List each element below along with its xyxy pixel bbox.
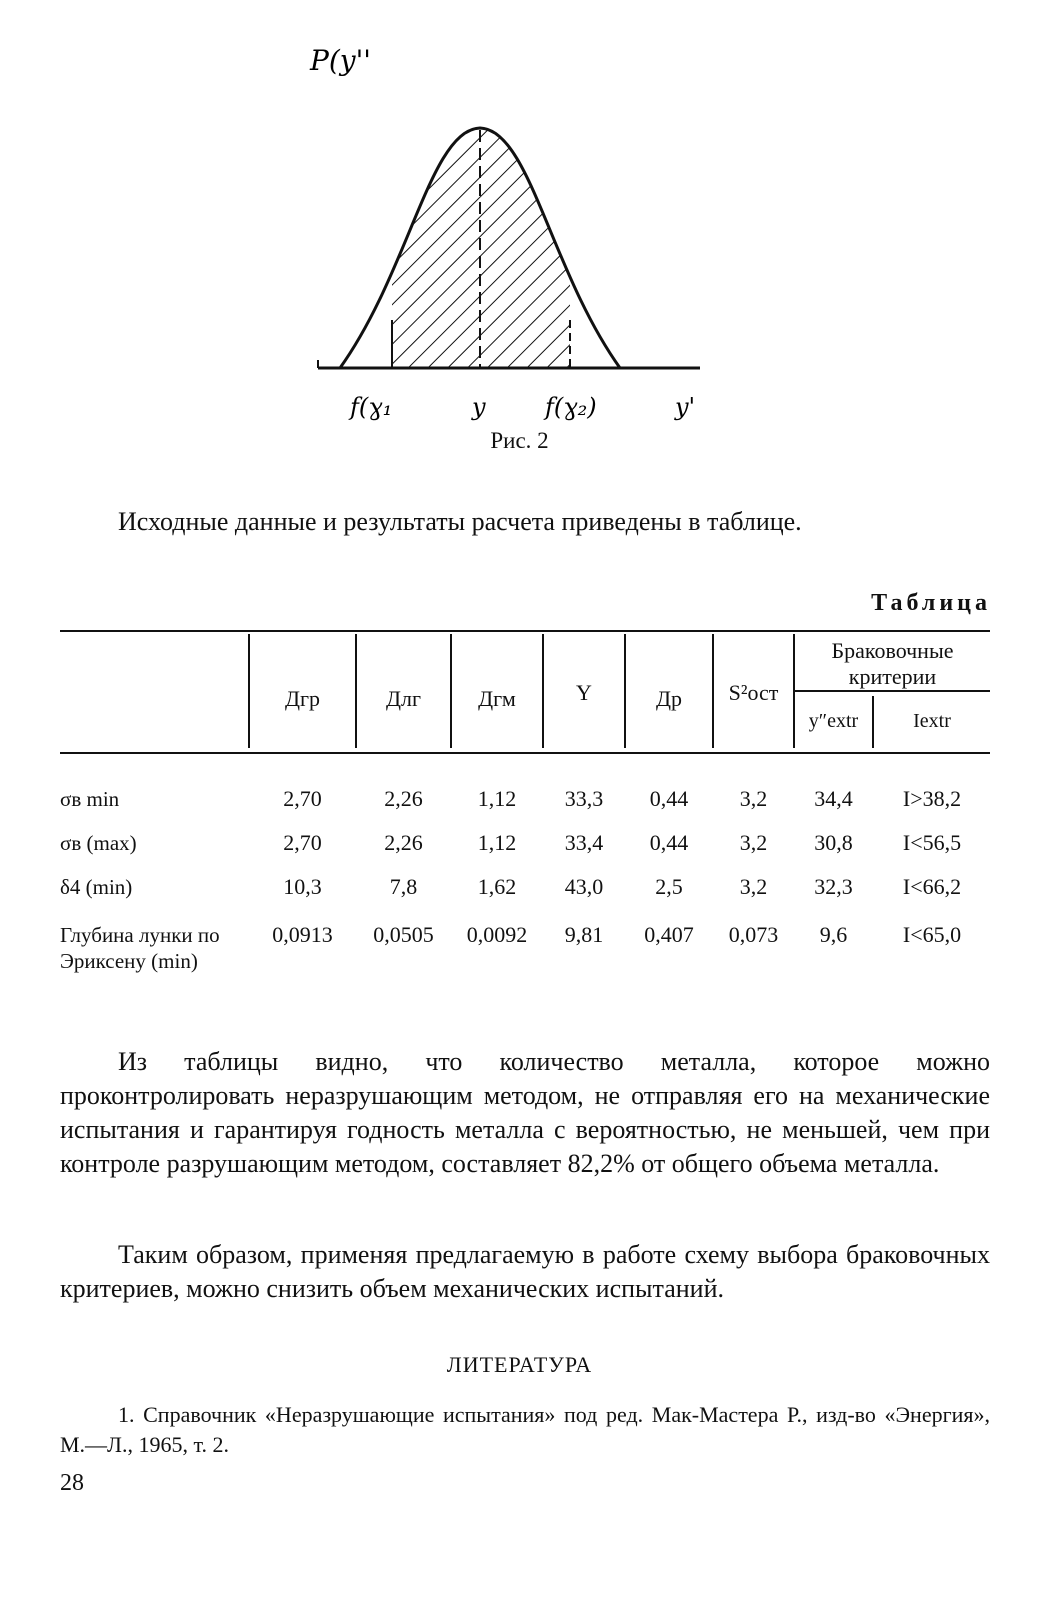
header-dgm: Дгм (478, 686, 516, 711)
table-cell: I<65,0 (902, 922, 962, 947)
table-cell: 0,0092 (466, 922, 528, 947)
table-cell: 0,0913 (272, 922, 333, 947)
table-title: Таблица (871, 590, 991, 616)
table-cell: 0,0505 (373, 922, 434, 947)
row-label: δ4 (min) (60, 875, 133, 899)
table-cell: 2,26 (384, 786, 423, 811)
intro-paragraph: Исходные данные и результаты расчета приведены в таблице. (118, 507, 802, 536)
header-iextr: Iextr (913, 710, 951, 732)
table-cell: 2,26 (384, 830, 423, 855)
table-header-rule (60, 752, 990, 754)
table-cell: 7,8 (389, 874, 418, 899)
conclusion-paragraph: Из таблицы видно, что количество металла, которое можно проконтролировать неразрушающим методом, не отправляя его на механические испытания и гарантируя годность металла с вероятностью, не меньшей, чем при контроле разрушающим методом, составляет 82,2% от общего объема металла. (60, 1047, 990, 1178)
table-cell: 9,6 (819, 922, 848, 947)
table-cell: 33,4 (564, 830, 604, 855)
table-cell: 1,62 (477, 874, 517, 899)
table-cell: 32,3 (814, 874, 853, 899)
summary-paragraph: Таким образом, применяя предлагаемую в работе схему выбора браковочных критериев, можно снизить объем механических испытаний. (60, 1240, 990, 1303)
table-cell: 1,12 (477, 830, 517, 855)
header-dgr: Дгр (284, 686, 321, 711)
row-label: σв (max) (60, 831, 137, 855)
table-cell: 33,3 (564, 786, 604, 811)
page-number: 28 (60, 1470, 84, 1496)
table-cell: 34,4 (814, 786, 853, 811)
x-label-mid: y (472, 393, 486, 421)
header-s2ost: S²ост (728, 680, 779, 705)
row-label: Глубина лунки по Эриксену (min) (60, 923, 220, 973)
x-label-right: f(ɣ₂) (545, 393, 597, 421)
table-cell: 0,073 (728, 922, 779, 947)
table-cell: 3,2 (739, 874, 768, 899)
table-cell: 9,81 (564, 922, 604, 947)
table-cell: 2,70 (283, 830, 322, 855)
table-cell: 0,44 (649, 786, 689, 811)
header-dlg: Длг (385, 686, 421, 711)
table-cell: 2,5 (655, 874, 683, 899)
table-cell: 0,44 (649, 830, 689, 855)
table-cell: I<56,5 (902, 830, 962, 855)
table-cell: 30,8 (814, 830, 853, 855)
y-axis-label: P(y'' (310, 44, 371, 77)
table-cell: I<66,2 (902, 874, 962, 899)
header-criteria: Браковочные критерии (831, 638, 954, 689)
table-cell: 3,2 (739, 786, 768, 811)
figure-caption: Рис. 2 (490, 428, 549, 453)
header-y: Y (576, 680, 592, 705)
table-cell: 43,0 (564, 874, 604, 899)
row-label: σв min (60, 787, 120, 811)
table-cell: 10,3 (283, 874, 322, 899)
literature-heading: ЛИТЕРАТУРА (446, 1352, 593, 1377)
reference-item: 1. Справочник «Неразрушающие испытания» под ред. Мак-Мастера Р., изд-во «Энергия», М.—Л., 1965, т. 2. (60, 1402, 990, 1457)
table-cell: 2,70 (283, 786, 322, 811)
table-cell: 1,12 (477, 786, 517, 811)
x-axis-label: y' (675, 393, 696, 421)
table-cell: 0,407 (644, 922, 694, 947)
header-yextr: y″extr (808, 710, 859, 732)
header-dr: Др (655, 686, 682, 711)
x-label-left: f(ɣ₁ (350, 393, 393, 421)
table-cell: 3,2 (739, 830, 768, 855)
table-cell: I>38,2 (902, 786, 962, 811)
bell-curve-diagram (300, 20, 740, 440)
distribution-figure (300, 20, 740, 440)
table-top-rule (60, 630, 990, 632)
